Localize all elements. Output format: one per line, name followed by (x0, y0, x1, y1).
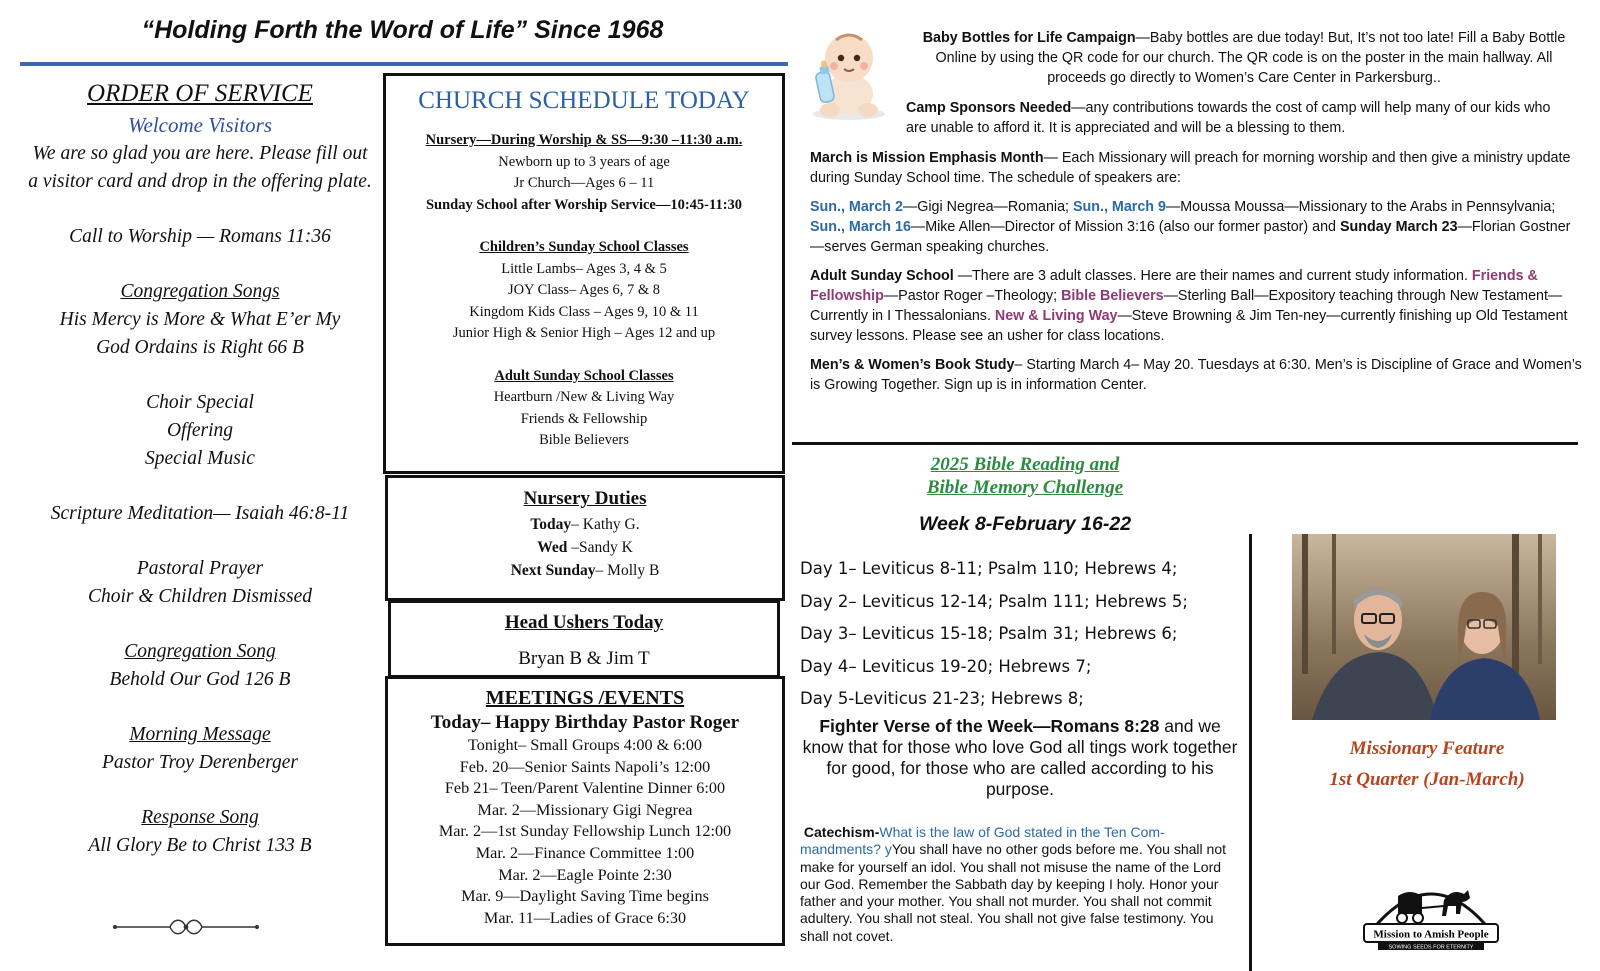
reading-day: Day 3– Leviticus 15-18; Psalm 31; Hebrews 6; (800, 624, 1178, 643)
response-song-heading: Response Song (141, 807, 259, 828)
church-schedule-title: CHURCH SCHEDULE TODAY (418, 87, 750, 114)
header-tagline: “Holding Forth the Word of Life” Since 1968 (141, 16, 664, 44)
meeting-item: Tonight– Small Groups 4:00 & 6:00 (467, 736, 703, 754)
reading-day: Day 1– Leviticus 8-11; Psalm 110; Hebrews 4; (800, 559, 1178, 578)
reading-days-list (800, 553, 1220, 716)
reading-day: Day 5-Leviticus 21-23; Hebrews 8; (800, 689, 1084, 708)
church-schedule-box (383, 73, 785, 474)
meeting-item: Feb 21– Teen/Parent Valentine Dinner 6:00 (444, 779, 726, 798)
camp-sponsors-announcement: Camp Sponsors Needed—any contributions towards the cost of camp will help many of our kids who are unable to afford it. It is appreciated and will be a blessing to them. (906, 100, 1551, 136)
nursery-duties-box (385, 475, 785, 601)
missionary-feature-caption: Missionary Feature 1st Quarter (Jan-March) (1329, 738, 1525, 790)
mission-to-amish-people-logo (1358, 870, 1504, 952)
meeting-item: Mar. 11—Ladies of Grace 6:30 (483, 908, 687, 927)
children-class: Junior High & Senior High – Ages 12 and up (452, 325, 716, 341)
fighter-verse: Fighter Verse of the Week—Romans 8:28 and we know that for those who love God all tings work together for good, for those who are called according to his purpose. (802, 716, 1238, 799)
morning-message: Pastor Troy Derenberger (101, 752, 299, 773)
meeting-item: Feb. 20—Senior Saints Napoli’s 12:00 (459, 757, 711, 776)
congregation-songs-heading: Congregation Songs (120, 281, 280, 302)
meetings-events-box (385, 676, 785, 946)
congregation-songs-line-1: His Mercy is More & What E’er My (59, 309, 341, 330)
order-of-service-title: ORDER OF SERVICE (87, 80, 313, 107)
column-divider (1249, 534, 1252, 971)
logo-text: Mission to Amish People (1373, 928, 1489, 941)
adult-class: Bible Believers (539, 432, 629, 448)
head-ushers-names: Bryan B & Jim T (518, 648, 650, 669)
meeting-item: Mar. 2—Missionary Gigi Negrea (477, 800, 693, 819)
call-to-worship: Call to Worship — Romans 11:36 (69, 226, 331, 247)
mission-month-announcement: March is Mission Emphasis Month— Each Missionary will preach for morning worship and then give a ministry update during Sunday School time. The schedule of speakers are: (810, 150, 1571, 186)
children-classes-heading: Children’s Sunday School Classes (479, 239, 689, 255)
meetings-title: MEETINGS /EVENTS (485, 687, 685, 709)
missionary-couple-photo (1292, 534, 1556, 720)
meeting-item: Mar. 2—Eagle Pointe 2:30 (498, 865, 672, 884)
nursery-schedule-heading: Nursery—During Worship & SS—9:30 –11:30 a.m. (425, 132, 743, 148)
meetings-today: Today– Happy Birthday Pastor Roger (430, 712, 740, 733)
adult-class: Friends & Fellowship (520, 410, 648, 427)
welcome-line-1: We are so glad you are here. Please fill out (32, 143, 368, 164)
nursery-duties-title: Nursery Duties (523, 488, 647, 509)
children-dismissed: Choir & Children Dismissed (87, 586, 313, 607)
sunday-school-line: Sunday School after Worship Service—10:45-11:30 (425, 196, 743, 213)
missionary-speakers: Sun., March 2—Gigi Negrea—Romania; Sun., March 9—Moussa Moussa—Missionary to the Arabs in Pennsylvania; Sun., March 16—Mike Allen—Director of Mission 3:16 (also our former pastor) and Sunday March 23—Florian Gostner—serves German speaking churches. (810, 199, 1571, 255)
logo-tagline: SOWING SEEDS FOR ETERNITY (1388, 944, 1474, 951)
special-music: Special Music (145, 448, 255, 469)
welcome-heading: Welcome Visitors (127, 113, 273, 137)
jr-church-line: Jr Church—Ages 6 – 11 (513, 175, 655, 191)
meeting-item: Mar. 9—Daylight Saving Time begins (461, 887, 709, 906)
children-class: Little Lambs– Ages 3, 4 & 5 (501, 260, 667, 277)
baby-bottles-announcement: Baby Bottles for Life Campaign—Baby bottles are due today! But, It’s not too late! Fill a Baby Bottle Online by using the QR code for our church. The QR code is on the poster in the main hallway. All proceeds go directly to Women’s Care Center in Parkersburg.. (922, 30, 1566, 86)
welcome-line-2: a visitor card and drop in the offering plate. (28, 171, 372, 192)
nursery-duty-wed: Wed –Sandy K (537, 539, 633, 556)
offering: Offering (166, 420, 234, 441)
bible-reading-title: 2025 Bible Reading and Bible Memory Challenge (926, 454, 1124, 498)
header-divider (20, 62, 788, 66)
children-class: JOY Class– Ages 6, 7 & 8 (507, 282, 661, 298)
congregation-songs-line-2: God Ordains is Right 66 B (96, 337, 304, 358)
adult-class: Heartburn /New & Living Way (493, 389, 675, 405)
section-divider (792, 442, 1578, 445)
catechism: Catechism-What is the law of God stated in the Ten Com-mandments? yYou shall have no other gods before me. You shall not make for yourself an idol. You shall not misuse the name of the Lord our God. Remember the Sabbath day by keeping I holy. Honor your father and your mother. You shall not murder. You shall not commit adultery. You shall not steal. You shall not give false testimony. You shall not covet. (800, 824, 1227, 944)
reading-week: Week 8-February 16-22 (918, 513, 1132, 535)
baby-with-bottle-icon (806, 28, 892, 122)
ornament-divider-icon (112, 914, 260, 940)
response-song: All Glory Be to Christ 133 B (88, 835, 312, 856)
scripture-meditation: Scripture Meditation— Isaiah 46:8-11 (50, 503, 350, 524)
meeting-item: Mar. 2—Finance Committee 1:00 (475, 843, 695, 862)
book-study-announcement: Men’s & Women’s Book Study– Starting March 4– May 20. Tuesdays at 6:30. Men’s is Discipline of Grace and Women’s is Growing Together. Sign up is in information Center. (810, 357, 1582, 393)
nursery-duty-today: Today– Kathy G. (530, 516, 640, 533)
head-ushers-title: Head Ushers Today (504, 612, 664, 633)
announcements-list (810, 148, 1582, 404)
head-ushers-box (388, 600, 780, 678)
reading-day: Day 4– Leviticus 19-20; Hebrews 7; (800, 656, 1092, 676)
adult-sunday-school-announcement: Adult Sunday School —There are 3 adult classes. Here are their names and current study information. Friends & Fellowship—Pastor Roger –Theology; Bible Believers—Sterling Ball—Expository teaching through New Testament—Currently in I Thessalonians. New & Living Way—Steve Browning & Jim Ten-ney—currently finishing up Old Testament survey lessons. Please see an usher for class locations. (810, 268, 1568, 344)
meeting-item: Mar. 2—1st Sunday Fellowship Lunch 12:00 (438, 822, 732, 841)
adult-classes-heading: Adult Sunday School Classes (494, 367, 674, 384)
nursery-line: Newborn up to 3 years of age (498, 153, 670, 170)
choir-special: Choir Special (146, 392, 254, 413)
reading-day: Day 2– Leviticus 12-14; Psalm 111; Hebrews 5; (800, 591, 1188, 611)
congregation-song-heading: Congregation Song (124, 641, 276, 662)
congregation-song: Behold Our God 126 B (109, 669, 291, 690)
children-class: Kingdom Kids Class – Ages 9, 10 & 11 (469, 303, 699, 320)
order-of-service (18, 78, 382, 860)
nursery-duty-next: Next Sunday– Molly B (510, 562, 660, 579)
pastoral-prayer: Pastoral Prayer (136, 558, 264, 579)
morning-message-heading: Morning Message (129, 724, 271, 745)
